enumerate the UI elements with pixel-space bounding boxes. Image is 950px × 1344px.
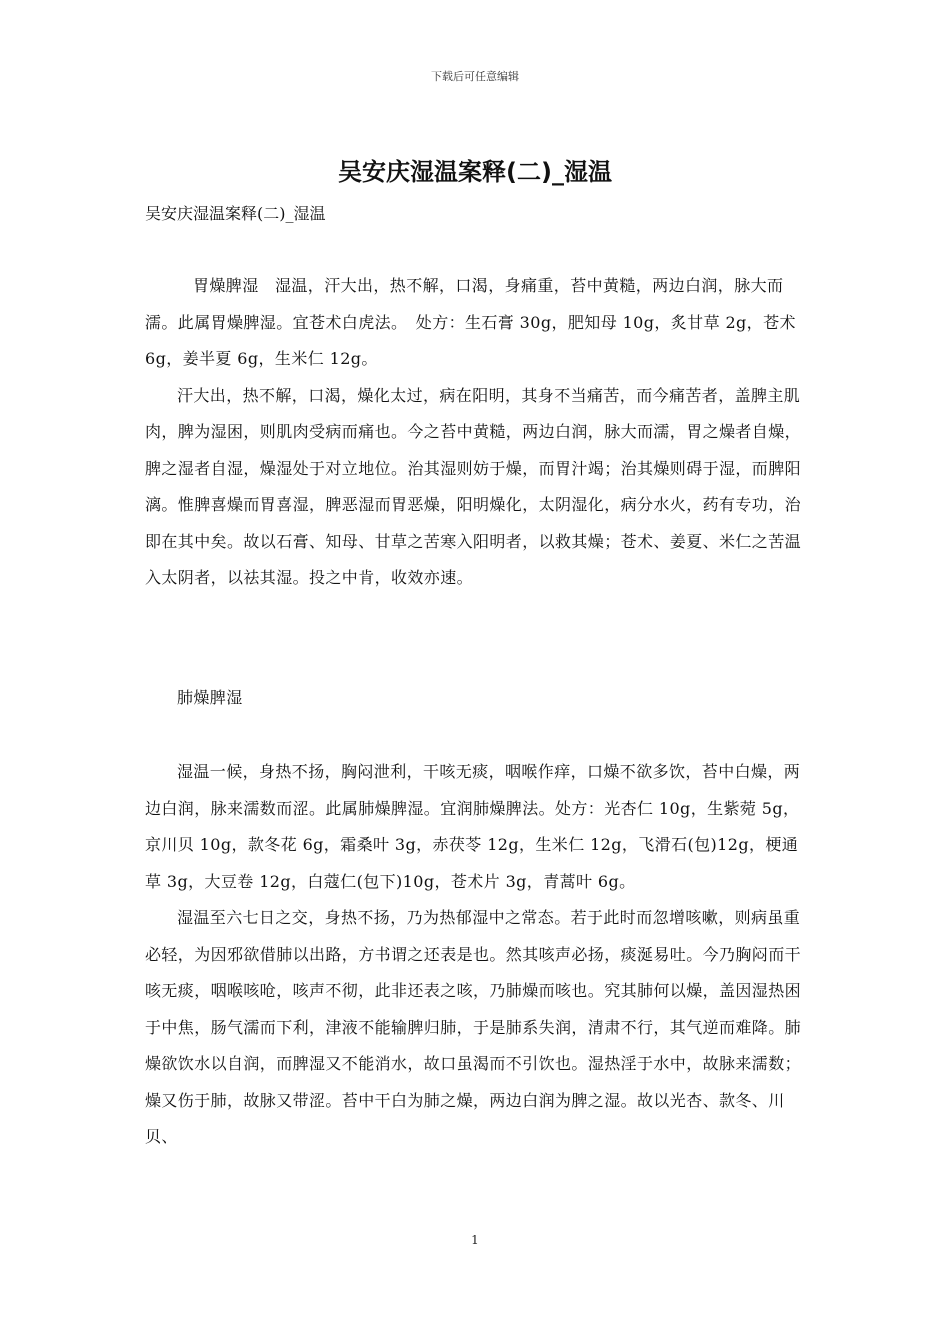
page-number: 1 bbox=[471, 1233, 479, 1247]
section-heading: 肺燥脾湿 bbox=[177, 688, 243, 707]
document-title: 吴安庆湿温案释(二)_湿温 bbox=[338, 158, 612, 186]
document-subtitle: 吴安庆湿温案释(二)_湿温 bbox=[145, 204, 326, 223]
page-header-note: 下载后可任意编辑 bbox=[431, 70, 519, 83]
section-lung-dry-spleen-damp bbox=[145, 754, 807, 1156]
case-paragraph: 胃燥脾湿 湿温，汗大出，热不解，口渴，身痛重，苔中黄糙，两边白润，脉大而濡。此属胃燥脾湿。宜苍术白虎法。 处方：生石膏 30g，肥知母 10g，炙甘草 2g，苍术 6g，姜半夏 6g，生米仁 12g。 bbox=[145, 276, 796, 368]
commentary-paragraph: 湿温至六七日之交，身热不扬，乃为热郁湿中之常态。若于此时而忽增咳嗽，则病虽重必轻，为因邪欲借肺以出路，方书谓之还表是也。然其咳声必扬，痰涎易吐。今乃胸闷而干咳无痰，咽喉咳呛，咳声不彻，此非还表之咳，乃肺燥而咳也。究其肺何以燥，盖因湿热困于中焦，肠气濡而下利，津液不能输脾归肺，于是肺系失润，清肃不行，其气逆而难降。肺燥欲饮水以自润，而脾湿又不能消水，故口虽渴而不引饮也。湿热淫于水中，故脉来濡数；燥又伤于肺，故脉又带涩。苔中干白为肺之燥，两边白润为脾之湿。故以光杏、款冬、川贝、 bbox=[145, 908, 802, 1146]
section-stomach-dry-spleen-damp bbox=[145, 268, 807, 597]
section-heading-lung-dry-spleen-damp bbox=[145, 680, 807, 717]
case-paragraph: 湿温一候，身热不扬，胸闷泄利，干咳无痰，咽喉作痒，口燥不欲多饮，苔中白燥，两边白润，脉来濡数而涩。此属肺燥脾湿。宜润肺燥脾法。处方：光杏仁 10g，生紫菀 5g，京川贝 10g，款冬花 6g，霜桑叶 3g，赤茯苓 12g，生米仁 12g，飞滑石(包)12g，梗通草 3g，大豆卷 12g，白蔻仁(包下)10g，苍术片 3g，青蒿叶 6g。 bbox=[145, 762, 801, 891]
commentary-paragraph: 汗大出，热不解，口渴，燥化太过，病在阳明，其身不当痛苦，而今痛苦者，盖脾主肌肉，脾为湿困，则肌肉受病而痛也。今之苔中黄糙，两边白润，脉大而濡，胃之燥者自燥，脾之湿者自湿，燥湿处于对立地位。治其湿则妨于燥，而胃汁竭；治其燥则碍于湿，而脾阳漓。惟脾喜燥而胃喜湿，脾恶湿而胃恶燥，阳明燥化，太阴湿化，病分水火，药有专功，治即在其中矣。故以石膏、知母、甘草之苦寒入阳明者，以救其燥；苍术、姜夏、米仁之苦温入太阴者，以祛其湿。投之中肯，收效亦速。 bbox=[145, 385, 802, 587]
